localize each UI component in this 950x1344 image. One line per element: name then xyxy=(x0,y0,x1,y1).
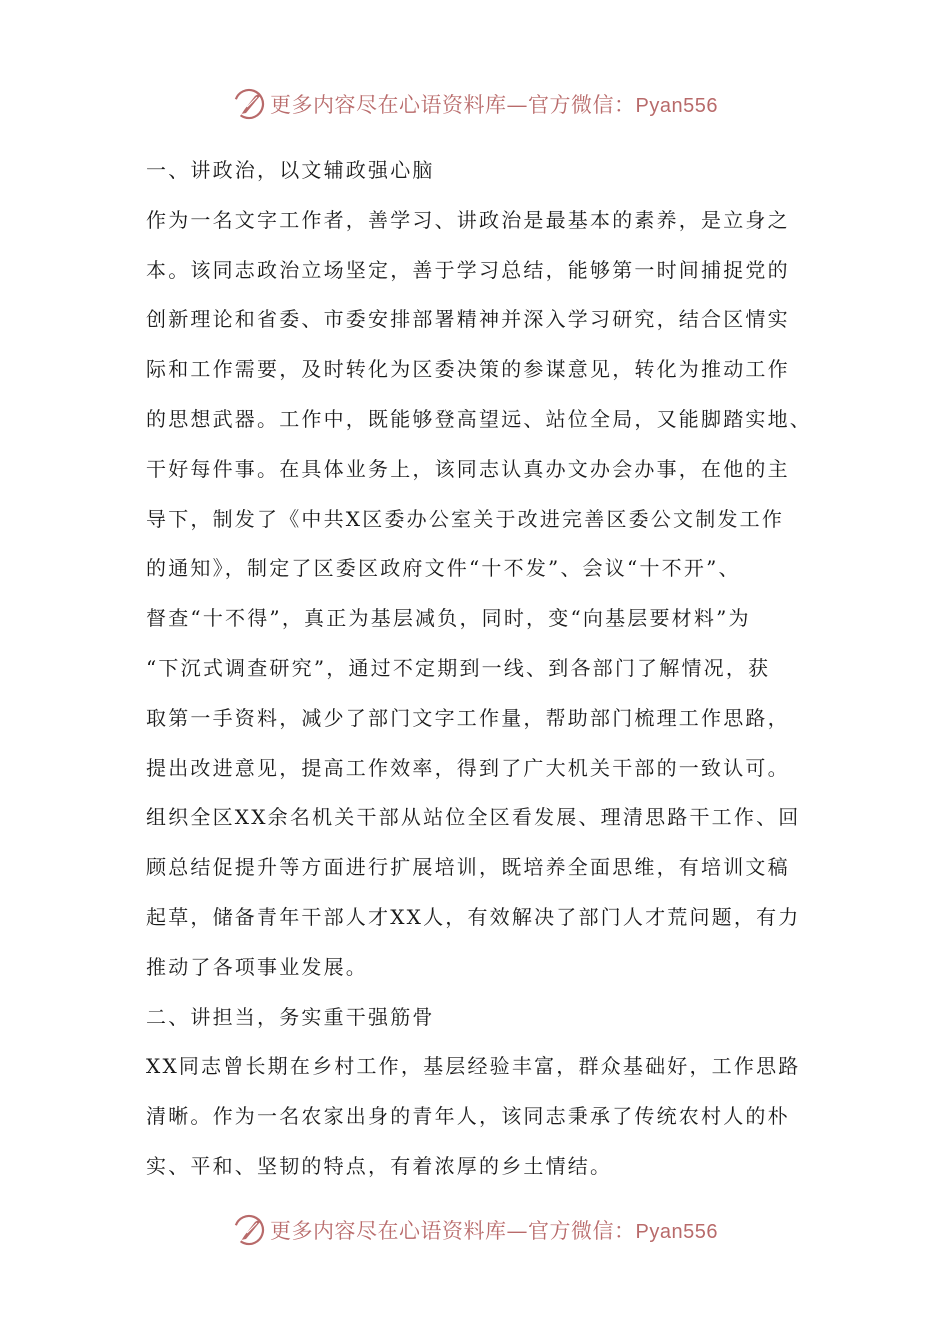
quill-pen-logo-icon xyxy=(232,87,266,121)
quill-pen-logo-icon xyxy=(232,1213,266,1247)
section-heading: 二、讲担当，务实重干强筋骨 xyxy=(146,1004,435,1029)
text-line: 取第一手资料，减少了部门文字工作量，帮助部门梳理工作思路， xyxy=(146,705,790,730)
text-line: 清晰。作为一名农家出身的青年人，该同志秉承了传统农村人的朴 xyxy=(146,1104,790,1129)
text-line: 实、平和、坚韧的特点，有着浓厚的乡土情结。 xyxy=(146,1153,613,1178)
document-body xyxy=(146,146,826,1192)
header-banner xyxy=(0,84,950,124)
section-heading: 一、讲政治，以文辅政强心脑 xyxy=(146,158,435,182)
text-line: 的通知》，制定了区委区政府文件“十不发”、会议“十不开”、 xyxy=(146,556,741,581)
banner-wechat-id: Pyan556 xyxy=(635,1221,718,1243)
text-line: 起草，储备青年干部人才XX人，有效解决了部门人才荒问题，有力 xyxy=(146,904,801,929)
text-line: 本。该同志政治立场坚定，善于学习总结，能够第一时间捕捉党的 xyxy=(146,257,790,282)
text-line: “下沉式调查研究”，通过不定期到一线、到各部门了解情况，获 xyxy=(146,655,771,680)
footer-banner xyxy=(0,1210,950,1250)
banner-wechat-id: Pyan556 xyxy=(635,95,718,117)
banner-text xyxy=(270,89,718,119)
text-line: 干好每件事。在具体业务上，该同志认真办文办会办事，在他的主 xyxy=(146,456,790,481)
text-line: XX同志曾长期在乡村工作，基层经验丰富，群众基础好，工作思路 xyxy=(146,1054,801,1079)
text-line: 提出改进意见，提高工作效率，得到了广大机关干部的一致认可。 xyxy=(146,755,790,780)
text-line: 导下，制发了《中共X区委办公室关于改进完善区委公文制发工作 xyxy=(146,506,785,531)
text-line: 的思想武器。工作中，既能够登高望远、站位全局，又能脚踏实地、 xyxy=(146,406,812,431)
banner-text xyxy=(270,1215,718,1245)
text-line: 际和工作需要，及时转化为区委决策的参谋意见，转化为推动工作 xyxy=(146,357,790,382)
text-line: 顾总结促提升等方面进行扩展培训，既培养全面思维，有培训文稿 xyxy=(146,855,790,880)
text-line: 组织全区XX余名机关干部从站位全区看发展、理清思路干工作、回 xyxy=(146,805,801,830)
text-line: 督查“十不得”，真正为基层减负，同时，变“向基层要材料”为 xyxy=(146,606,751,631)
text-line: 创新理论和省委、市委安排部署精神并深入学习研究，结合区情实 xyxy=(146,307,790,332)
banner-slogan: 更多内容尽在心语资料库—官方微信： xyxy=(270,93,636,117)
banner-slogan: 更多内容尽在心语资料库—官方微信： xyxy=(270,1219,636,1243)
text-line: 推动了各项事业发展。 xyxy=(146,954,368,979)
text-line: 作为一名文字工作者，善学习、讲政治是最基本的素养，是立身之 xyxy=(146,207,790,232)
